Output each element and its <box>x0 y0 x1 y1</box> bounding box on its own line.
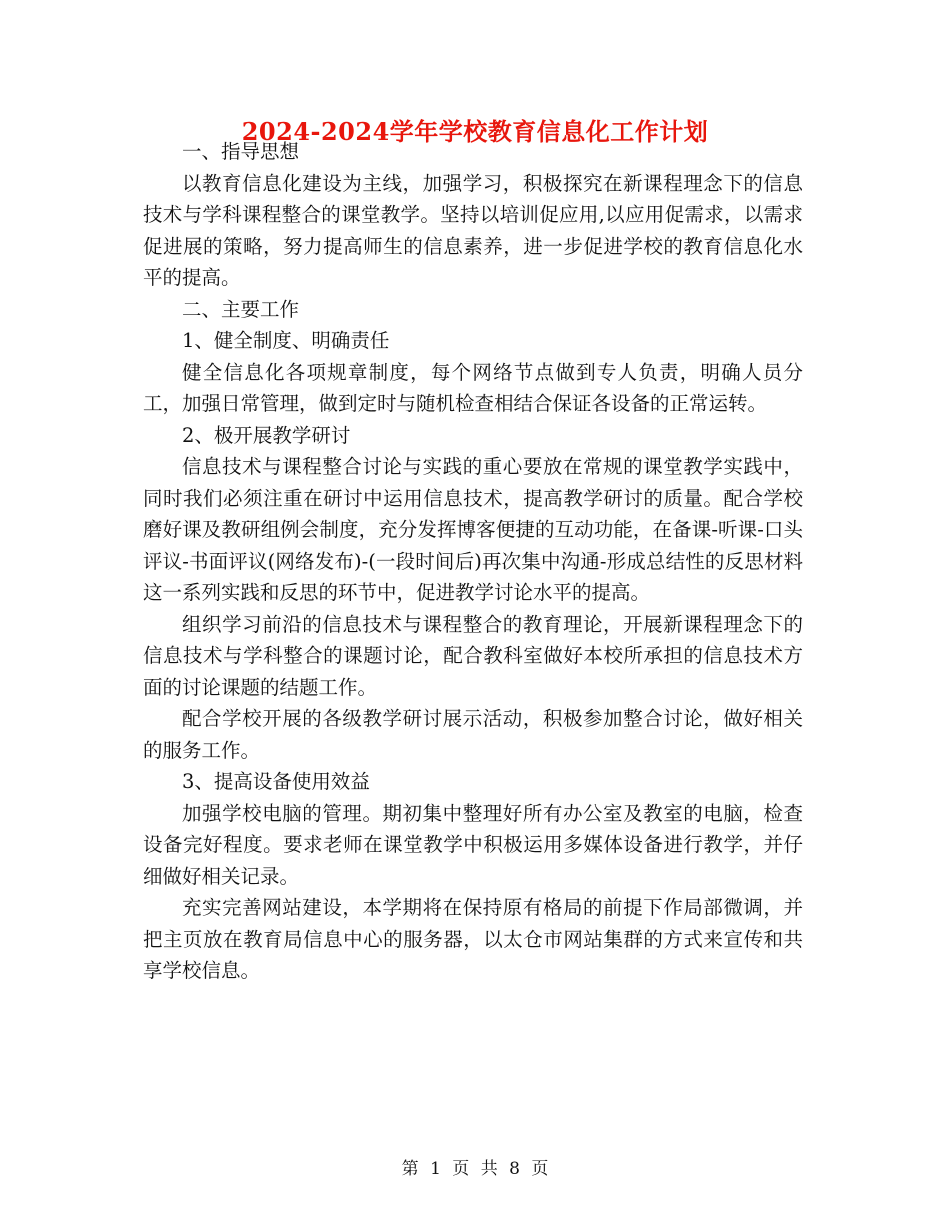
section-heading: 一、指导思想 <box>182 140 300 163</box>
paragraph: 充实完善网站建设，本学期将在保持原有格局的前提下作局部微调，并把主页放在教育局信息中心的服务器，以太仓市网站集群的方式来宣传和共享学校信息。 <box>143 896 803 982</box>
document-title: 2024-2024学年学校教育信息化工作计划 <box>241 117 709 146</box>
paragraph: 信息技术与课程整合讨论与实践的重心要放在常规的课堂教学实践中，同时我们必须注重在研讨中运用信息技术，提高教学研讨的质量。配合学校磨好课及教研组例会制度，充分发挥博客便捷的互动功能，在备课-听课-口头评议-书面评议(网络发布)-(一段时间后)再次集中沟通-形成总结性的反思材料这一系列实践和反思的环节中，促进教学讨论水平的提高。 <box>143 455 803 604</box>
page-number-footer: 第 1 页 共 8 页 <box>401 1159 549 1179</box>
paragraph: 加强学校电脑的管理。期初集中整理好所有办公室及教室的电脑，检查设备完好程度。要求老师在课堂教学中积极运用多媒体设备进行教学，并仔细做好相关记录。 <box>143 801 803 888</box>
paragraph: 健全信息化各项规章制度，每个网络节点做到专人负责，明确人员分工，加强日常管理，做到定时与随机检查相结合保证各设备的正常运转。 <box>143 360 803 415</box>
section-heading: 二、主要工作 <box>182 297 300 321</box>
paragraph: 配合学校开展的各级教学研讨展示活动，积极参加整合讨论，做好相关的服务工作。 <box>143 707 803 762</box>
subsection-heading: 2、极开展教学研讨 <box>182 423 351 447</box>
paragraph: 以教育信息化建设为主线，加强学习，积极探究在新课程理念下的信息技术与学科课程整合的课堂教学。坚持以培训促应用,以应用促需求，以需求促进展的策略，努力提高师生的信息素养，进一步促进学校的教育信息化水平的提高。 <box>143 171 803 289</box>
subsection-heading: 3、提高设备使用效益 <box>182 770 370 793</box>
document-body <box>143 136 803 987</box>
paragraph: 组织学习前沿的信息技术与课程整合的教育理论，开展新课程理念下的信息技术与学科整合的课题讨论，配合教科室做好本校所承担的信息技术方面的讨论课题的结题工作。 <box>143 612 803 699</box>
subsection-heading: 1、健全制度、明确责任 <box>182 329 390 352</box>
